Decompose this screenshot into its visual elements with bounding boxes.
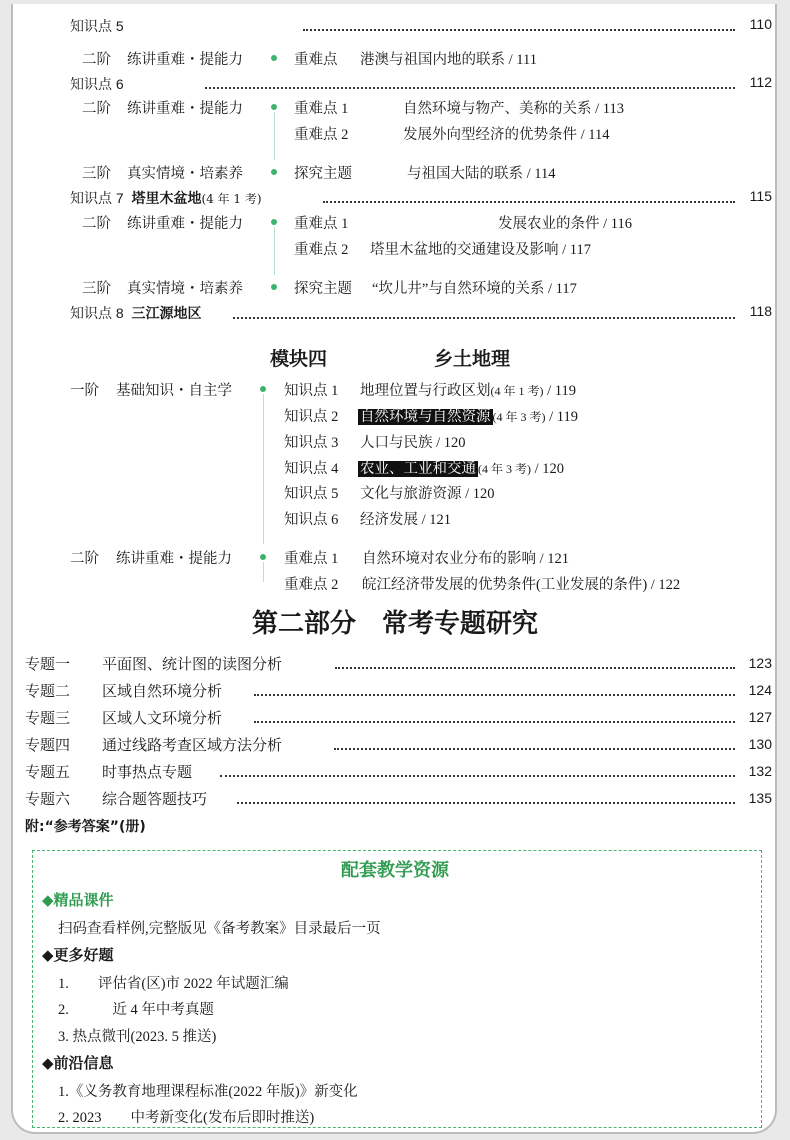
m4-kp5-label: 知识点 5 xyxy=(284,486,339,502)
kp5-level: 二阶 xyxy=(82,52,111,68)
res-s2-line1[interactable]: 1. 评估省(区)市 2022 年试题汇编 xyxy=(58,976,289,992)
m4-d2-label: 重难点 2 xyxy=(284,577,339,593)
kp8-page[interactable]: 118 xyxy=(749,303,772,319)
m4-kp1-note: (4 年 1 考) xyxy=(490,384,544,398)
kp7-item2-text[interactable]: 塔里木盆地的交通建设及影响 / 117 xyxy=(370,242,591,258)
kp5-label[interactable]: 知识点 5 xyxy=(70,18,124,34)
topic1-page[interactable]: 123 xyxy=(748,655,772,671)
leader-dots xyxy=(323,201,735,203)
m4-kp4-label: 知识点 4 xyxy=(284,461,339,477)
res-s1-line1[interactable]: 扫码查看样例,完整版见《备考教案》目录最后一页 xyxy=(58,921,381,937)
m4-kp4-note: (4 年 3 考) xyxy=(478,462,531,476)
green-bullet-icon xyxy=(271,104,277,110)
topic6-name[interactable]: 综合题答题技巧 xyxy=(102,790,208,808)
res-s2-head: ◆更多好题 xyxy=(42,946,114,964)
m4-kp1[interactable] xyxy=(360,379,576,400)
resources-title: 配套教学资源 xyxy=(341,860,449,881)
module4-title-b: 乡土地理 xyxy=(434,348,511,370)
leader-dots xyxy=(233,317,735,319)
kp6-lv3-level: 三阶 xyxy=(82,166,111,182)
leader-dots xyxy=(237,802,735,804)
m4-kp6-text[interactable]: 经济发展 / 121 xyxy=(360,512,452,528)
kp7-page[interactable]: 115 xyxy=(749,188,772,204)
m4-kp6-label: 知识点 6 xyxy=(284,512,339,528)
topic1-num[interactable]: 专题一 xyxy=(25,655,71,673)
kp5-level-title: 练讲重难・提能力 xyxy=(127,52,243,68)
m4-lv1-title: 基础知识・自主学 xyxy=(116,383,232,399)
part2-title: 第二部分 常考专题研究 xyxy=(251,609,538,639)
m4-lv2-level: 二阶 xyxy=(70,551,99,567)
m4-kp3-text[interactable]: 人口与民族 / 120 xyxy=(360,435,466,451)
kp8-heading[interactable] xyxy=(70,303,201,323)
green-bullet-icon xyxy=(271,284,277,290)
kp8-label: 知识点 8 xyxy=(70,305,124,321)
kp6-lv2-title: 练讲重难・提能力 xyxy=(127,101,243,117)
res-s3-line2[interactable]: 2. 2023 中考新变化(发布后即时推送) xyxy=(58,1110,315,1126)
topic4-name[interactable]: 通过线路考查区域方法分析 xyxy=(102,736,283,754)
res-s2-line3[interactable]: 3. 热点微刊(2023. 5 推送) xyxy=(58,1029,217,1045)
kp7-item1-text[interactable]: 发展农业的条件 / 116 xyxy=(498,216,632,232)
m4-kp1-text: 地理位置与行政区划 xyxy=(360,383,491,399)
topic5-page[interactable]: 132 xyxy=(748,763,772,779)
topic2-page[interactable]: 124 xyxy=(748,682,772,698)
kp6-item2-text[interactable]: 发展外向型经济的优势条件 / 114 xyxy=(403,127,610,143)
green-bullet-icon xyxy=(260,386,266,392)
kp6-page[interactable]: 112 xyxy=(749,74,772,90)
kp7-lv3-label: 探究主题 xyxy=(294,281,352,297)
leader-dots xyxy=(303,29,735,31)
m4-d1-label: 重难点 1 xyxy=(284,551,339,567)
kp7-lv2-title: 练讲重难・提能力 xyxy=(127,216,243,232)
res-s3-head: ◆前沿信息 xyxy=(42,1054,114,1072)
m4-kp2-note: (4 年 3 考) xyxy=(492,410,546,424)
appendix[interactable]: 附:“参考答案”(册) xyxy=(25,819,146,835)
topic4-num[interactable]: 专题四 xyxy=(25,736,71,754)
kp6-item1-label: 重难点 1 xyxy=(294,101,349,117)
kp6-lv3-title: 真实情境・培素养 xyxy=(127,166,243,182)
topic1-name[interactable]: 平面图、统计图的读图分析 xyxy=(102,655,283,673)
kp5-item-label: 重难点 xyxy=(294,52,338,68)
m4-kp2-highlight: 自然环境与自然资源 xyxy=(360,409,491,425)
green-bullet-icon xyxy=(271,219,277,225)
m4-d1-text[interactable]: 自然环境对农业分布的影响 / 121 xyxy=(362,551,570,567)
leader-dots xyxy=(220,775,735,777)
kp6-item2-label: 重难点 2 xyxy=(294,127,349,143)
res-s1-head: ◆精品课件 xyxy=(42,891,114,909)
m4-kp4[interactable] xyxy=(358,457,564,478)
leader-dots xyxy=(205,87,735,89)
tree-line xyxy=(263,394,264,544)
m4-kp2-label: 知识点 2 xyxy=(284,409,339,425)
m4-kp2-page: / 119 xyxy=(545,409,578,425)
kp7-item2-label: 重难点 2 xyxy=(294,242,349,258)
m4-kp1-page: / 119 xyxy=(543,383,576,399)
tree-line xyxy=(274,227,275,275)
kp7-name: 塔里木盆地 xyxy=(131,190,202,206)
m4-kp2[interactable] xyxy=(358,405,578,426)
topic5-num[interactable]: 专题五 xyxy=(25,763,71,781)
topic6-page[interactable]: 135 xyxy=(748,790,772,806)
topic3-name[interactable]: 区域人文环境分析 xyxy=(102,709,223,727)
kp8-name: 三江源地区 xyxy=(131,305,202,321)
kp6-lv3-text[interactable]: 与祖国大陆的联系 / 114 xyxy=(407,166,556,182)
kp7-note: (4 年 1 考) xyxy=(201,192,262,206)
module4-title-a: 模块四 xyxy=(270,348,328,370)
m4-kp4-highlight: 农业、工业和交通 xyxy=(360,461,476,477)
leader-dots xyxy=(334,748,735,750)
topic5-name[interactable]: 时事热点专题 xyxy=(102,763,193,781)
m4-lv2-title: 练讲重难・提能力 xyxy=(116,551,232,567)
kp7-item1-label: 重难点 1 xyxy=(294,216,349,232)
kp6-label[interactable]: 知识点 6 xyxy=(70,76,124,92)
res-s3-line1[interactable]: 1.《义务教育地理课程标准(2022 年版)》新变化 xyxy=(58,1084,358,1100)
kp7-label: 知识点 7 xyxy=(70,190,124,206)
topic3-num[interactable]: 专题三 xyxy=(25,709,71,727)
res-s2-line2[interactable]: 2. 近 4 年中考真题 xyxy=(58,1002,214,1018)
topic2-num[interactable]: 专题二 xyxy=(25,682,71,700)
m4-lv1-level: 一阶 xyxy=(70,383,99,399)
kp7-lv3-title: 真实情境・培素养 xyxy=(127,281,243,297)
topic2-name[interactable]: 区域自然环境分析 xyxy=(102,682,223,700)
kp6-lv3-label: 探究主题 xyxy=(294,166,352,182)
kp6-item1-text[interactable]: 自然环境与物产、美称的关系 / 113 xyxy=(403,101,624,117)
leader-dots xyxy=(254,721,735,723)
kp5-page[interactable]: 110 xyxy=(749,16,772,32)
m4-kp3-label: 知识点 3 xyxy=(284,435,339,451)
tree-line xyxy=(263,562,264,582)
kp7-heading[interactable] xyxy=(70,188,262,208)
kp7-lv3-text[interactable]: “坎儿井”与自然环境的关系 / 117 xyxy=(372,281,577,297)
green-bullet-icon xyxy=(271,55,277,61)
leader-dots xyxy=(254,694,735,696)
leader-dots xyxy=(335,667,735,669)
m4-kp4-page: / 120 xyxy=(531,461,565,477)
m4-d2-text[interactable]: 皖江经济带发展的优势条件(工业发展的条件) / 122 xyxy=(362,577,681,593)
kp7-lv2-level: 二阶 xyxy=(82,216,111,232)
green-bullet-icon xyxy=(271,169,277,175)
kp5-item-text[interactable]: 港澳与祖国内地的联系 / 111 xyxy=(360,52,537,68)
topic6-num[interactable]: 专题六 xyxy=(25,790,71,808)
topic4-page[interactable]: 130 xyxy=(748,736,772,752)
tree-line xyxy=(274,112,275,160)
topic3-page[interactable]: 127 xyxy=(748,709,772,725)
kp6-lv2-level: 二阶 xyxy=(82,101,111,117)
kp7-lv3-level: 三阶 xyxy=(82,281,111,297)
green-bullet-icon xyxy=(260,554,266,560)
m4-kp1-label: 知识点 1 xyxy=(284,383,339,399)
m4-kp5-text[interactable]: 文化与旅游资源 / 120 xyxy=(360,486,495,502)
